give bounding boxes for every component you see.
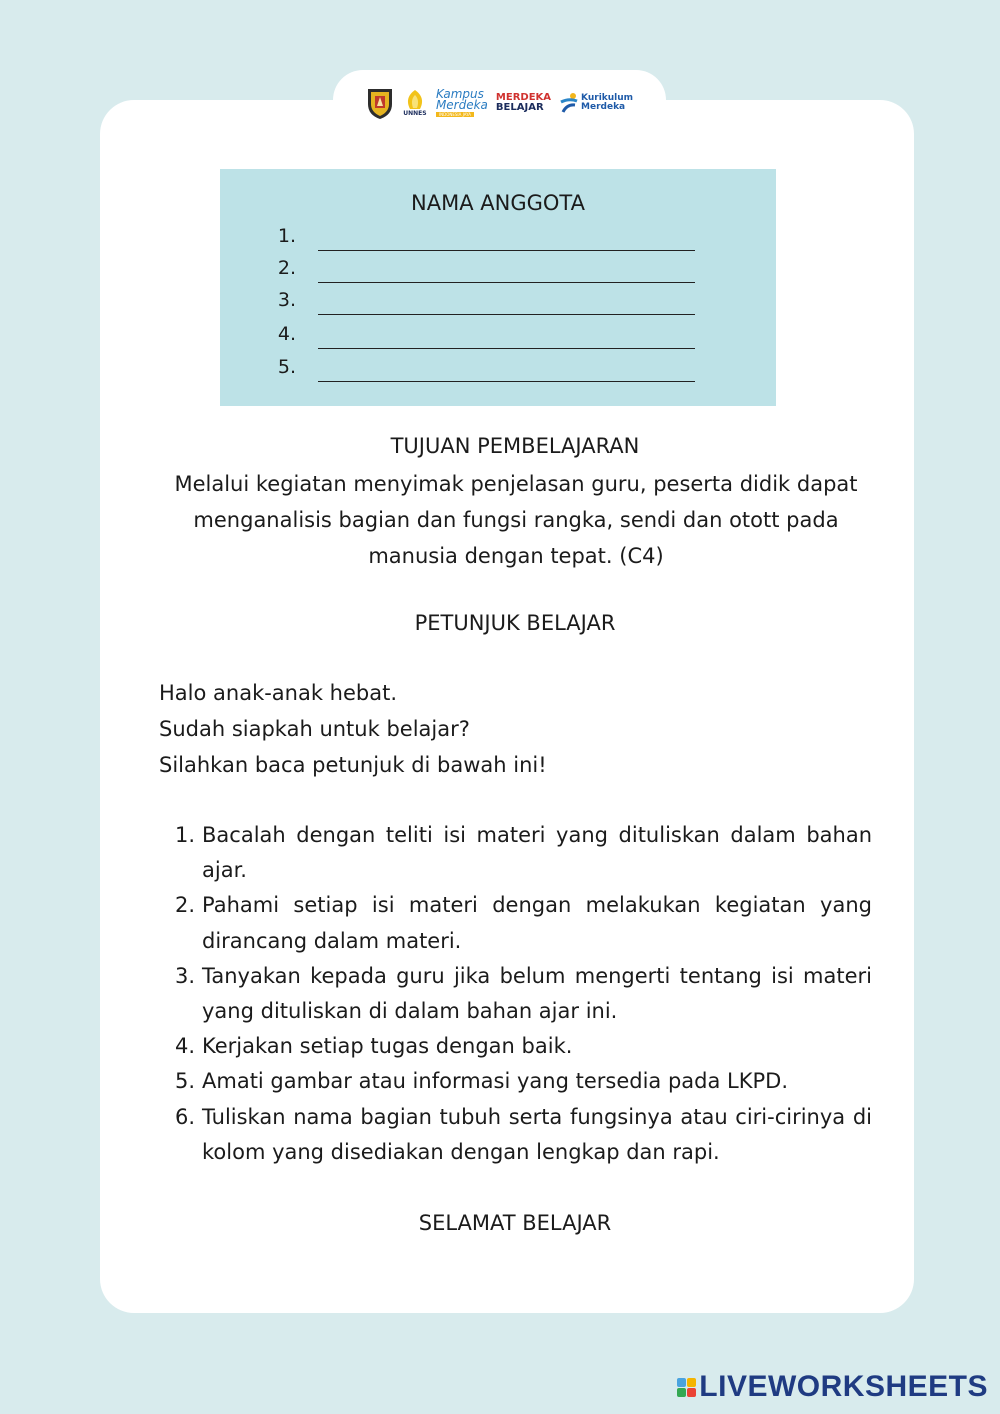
kurikulum-merdeka-logo (559, 92, 633, 114)
instruction-text: Bacalah dengan teliti isi materi yang dituliskan dalam bahan ajar. (202, 823, 872, 883)
member-row (220, 287, 776, 317)
greeting-line: Halo anak-anak hebat. (159, 681, 398, 705)
instruction-number: 5. (175, 1069, 196, 1094)
unnes-flame-icon (402, 89, 428, 111)
member-number: 2. (277, 257, 296, 279)
instruction-item (175, 1100, 872, 1170)
member-number: 1. (277, 225, 296, 247)
instruction-text: Tanyakan kepada guru jika belum mengerti tentang isi materi yang dituliskan di dalam bahan ajar ini. (202, 963, 872, 1024)
unnes-logo (402, 89, 428, 117)
instruction-item (175, 818, 872, 888)
instruction-number: 2. (175, 893, 196, 918)
member-name-line[interactable] (318, 250, 695, 251)
central-java-emblem-icon (366, 86, 394, 120)
member-row (220, 392, 776, 422)
liveworksheets-grid-icon (677, 1378, 696, 1397)
merdeka-belajar-line2: BELAJAR (495, 102, 544, 113)
unnes-text: UNNES (403, 110, 427, 117)
member-row (220, 354, 776, 384)
members-title: NAMA ANGGOTA (411, 191, 585, 215)
instruction-list (175, 818, 872, 1170)
greeting-line: Silahkan baca petunjuk di bawah ini! (159, 753, 547, 777)
kurikulum-figure-icon (559, 92, 579, 114)
instruction-number: 4. (175, 1034, 196, 1059)
instruction-text: Tuliskan nama bagian tubuh serta fungsinya atau ciri-cirinya di kolom yang disediakan dengan lengkap dan rapi. (202, 1104, 872, 1164)
instruction-number: 6. (175, 1104, 196, 1129)
instruction-text: Pahami setiap isi materi dengan melakukan kegiatan yang dirancang dalam materi. (202, 893, 872, 953)
greeting-line: Sudah siapkah untuk belajar? (159, 717, 470, 741)
member-name-line[interactable] (318, 282, 695, 283)
member-row (220, 223, 776, 253)
merdeka-belajar-logo (496, 93, 551, 113)
instruction-text: Amati gambar atau informasi yang tersedia pada LKPD. (202, 1069, 789, 1094)
member-number: 4. (277, 323, 296, 345)
member-name-line[interactable] (318, 348, 695, 349)
instruction-item (175, 888, 872, 958)
member-number: 3. (277, 289, 296, 311)
kampus-merdeka-subtitle: INDONESIA JAYA (436, 112, 474, 117)
member-name-line[interactable] (318, 381, 695, 382)
instruction-number: 1. (175, 823, 196, 847)
member-name-line[interactable] (318, 314, 695, 315)
instruction-number: 3. (175, 963, 196, 988)
liveworksheets-brand[interactable] (677, 1370, 988, 1404)
member-names-box (220, 169, 776, 406)
liveworksheets-text: LIVEWORKSHEETS (699, 1370, 988, 1403)
instruction-item (175, 1029, 872, 1064)
objective-title: TUJUAN PEMBELAJARAN (390, 434, 640, 458)
objective-text: Melalui kegiatan menyimak penjelasan guru, peserta didik dapat menganalisis bagian dan fungsi rangka, sendi dan otott pada manusia dengan tepat. (C4) (174, 472, 858, 568)
logo-bar (333, 70, 666, 136)
instruction-item (175, 1064, 872, 1099)
kampus-text: Kampus (435, 87, 484, 101)
kurikulum-text: Kurikulum (581, 93, 634, 103)
member-row (220, 321, 776, 351)
instruction-text: Kerjakan setiap tugas dengan baik. (202, 1034, 573, 1059)
merdeka-text: Merdeka (435, 98, 488, 112)
merdeka-belajar-line1: MERDEKA (495, 92, 552, 103)
closing-text: SELAMAT BELAJAR (418, 1211, 612, 1235)
kurikulum-merdeka-text: Merdeka (581, 102, 626, 112)
instruction-item (175, 959, 872, 1029)
kampus-merdeka-logo (436, 89, 488, 117)
instructions-title: PETUNJUK BELAJAR (414, 611, 616, 635)
member-number: 5. (277, 356, 296, 378)
member-row (220, 255, 776, 285)
